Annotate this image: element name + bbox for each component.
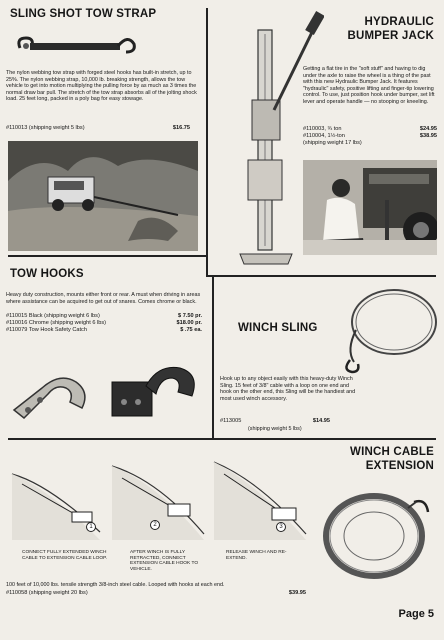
- tow-hooks-title: TOW HOOKS: [10, 268, 84, 280]
- tow-hooks-item-label: #110079 Tow Hook Safety Catch: [6, 326, 87, 333]
- jack-price-row: [303, 126, 437, 133]
- winch-cable-item: #110058 (shipping weight 20 lbs): [6, 590, 88, 596]
- tow-hooks-item-label: #110016 Chrome (shipping weight 6 lbs): [6, 319, 107, 326]
- tow-hooks-item-price: $18.00 pr.: [176, 319, 202, 326]
- winch-cable-price-row: [6, 590, 306, 597]
- winch-sling-item: #113005: [220, 418, 242, 424]
- step-1-caption: CONNECT FULLY EXTENDED WINCH CABLE TO EXTENSION CABLE LOOP.: [22, 550, 108, 561]
- winch-sling-price-row: [220, 418, 330, 425]
- jack-item-label: #110004, 1½-ton: [303, 132, 345, 139]
- row-divider-2: [8, 438, 436, 440]
- row-divider-1: [8, 255, 208, 257]
- tow-hooks-item-price: $ .75 ea.: [180, 326, 202, 333]
- tow-hook-chrome-image: [6, 368, 100, 426]
- jack-item-price: $38.95: [419, 132, 437, 139]
- jack-shipping: (shipping weight 17 lbs): [303, 139, 362, 146]
- sling-shot-price-row: [6, 125, 190, 132]
- tow-strap-image: [10, 30, 140, 62]
- tow-hooks-price-row: [6, 327, 202, 334]
- truck-photo: [8, 141, 198, 251]
- tow-hooks-description: Heavy duty construction, mounts either front or rear. A must when driving in areas where assistance can be acquired to get out of snares. Comes chrome or black.: [6, 292, 201, 305]
- winch-sling-shipping: (shipping weight 5 lbs): [248, 426, 302, 432]
- step-3-marker: 3: [276, 522, 286, 532]
- tow-hooks-price-list: [6, 313, 202, 333]
- column-divider-mid: [212, 276, 214, 438]
- winch-cable-title-line2: EXTENSION: [365, 460, 434, 472]
- jack-item-price: $24.95: [419, 126, 437, 132]
- jack-price-list: [303, 126, 437, 146]
- step-1-marker: 1: [86, 522, 96, 532]
- winch-sling-price: $14.95: [312, 418, 330, 424]
- winch-sling-description: Hook up to any object easily with this heavy-duty Winch Sling. 15 feet of 3/8" cable with a loop on one end and hook on the other end, this Sling will be the handiest and most used winch accessory.: [220, 376, 356, 402]
- winch-sling-image: [334, 280, 440, 376]
- step-2-caption: AFTER WINCH IS FULLY RETRACTED, CONNECT EXTENSION CABLE HOOK TO VEHICLE.: [130, 550, 199, 572]
- jack-title-line1: HYDRAULIC: [364, 16, 434, 28]
- sling-shot-price: $16.75: [172, 125, 190, 131]
- winch-cable-price: $39.95: [288, 590, 306, 596]
- jack-title-line2: BUMPER JACK: [347, 30, 434, 42]
- sling-shot-title: SLING SHOT TOW STRAP: [10, 8, 157, 20]
- jack-woman-photo: [303, 160, 437, 255]
- jack-description: Getting a flat tire in the "soft stuff" and having to dig under the axle to raise the wheel is a thing of the past with this new Hydraulic Bumper Jack. It features "hydraulic" safety, positive lifting and finger-tip lowering control. To use, just position hook under bumper, set lift lever and operate handle — no stooping or kneeling.: [303, 66, 435, 105]
- jack-price-row: [303, 133, 437, 140]
- step-2-marker: 2: [150, 520, 160, 530]
- winch-cable-diagram: [8, 454, 308, 550]
- tow-hooks-price-row: [6, 320, 202, 327]
- jack-item-label: #110003, ¾ ton: [303, 126, 342, 132]
- tow-hooks-item-label: #110015 Black (shipping weight 6 lbs): [6, 313, 100, 319]
- row-divider-jack: [206, 275, 436, 277]
- tow-hook-black-image: [106, 362, 202, 426]
- winch-cable-coil-image: [318, 482, 434, 582]
- winch-cable-title-line1: WINCH CABLE: [350, 446, 434, 458]
- sling-shot-item: #110013 (shipping weight 5 lbs): [6, 125, 85, 131]
- tow-hooks-price-row: [6, 313, 202, 320]
- winch-cable-description: 100 feet of 10,000 lbs. tensile strength 3/8-inch steel cable. Looped with hooks at each end.: [6, 582, 225, 588]
- winch-sling-title: WINCH SLING: [238, 322, 318, 334]
- column-divider-top: [206, 8, 208, 276]
- step-3-caption: RELEASE WINCH AND RE-EXTEND.: [226, 550, 287, 561]
- sling-shot-description: The nylon webbing tow strap with forged steel hooks has built-in stretch, up to 25%. The nylon webbing strap, 10,000 lb. breaking strength, allows the tow vehicle to get into motion multiplying the pulling force by as much as 3 times the normal draw bar pull. The stretch of the tow strap absorbs all of the jolting shock load. 25 feet long, packed in a poly bag for easy stowage.: [6, 70, 197, 103]
- page-number: Page 5: [398, 608, 434, 620]
- tow-hooks-item-price: $ 7.50 pr.: [178, 313, 202, 319]
